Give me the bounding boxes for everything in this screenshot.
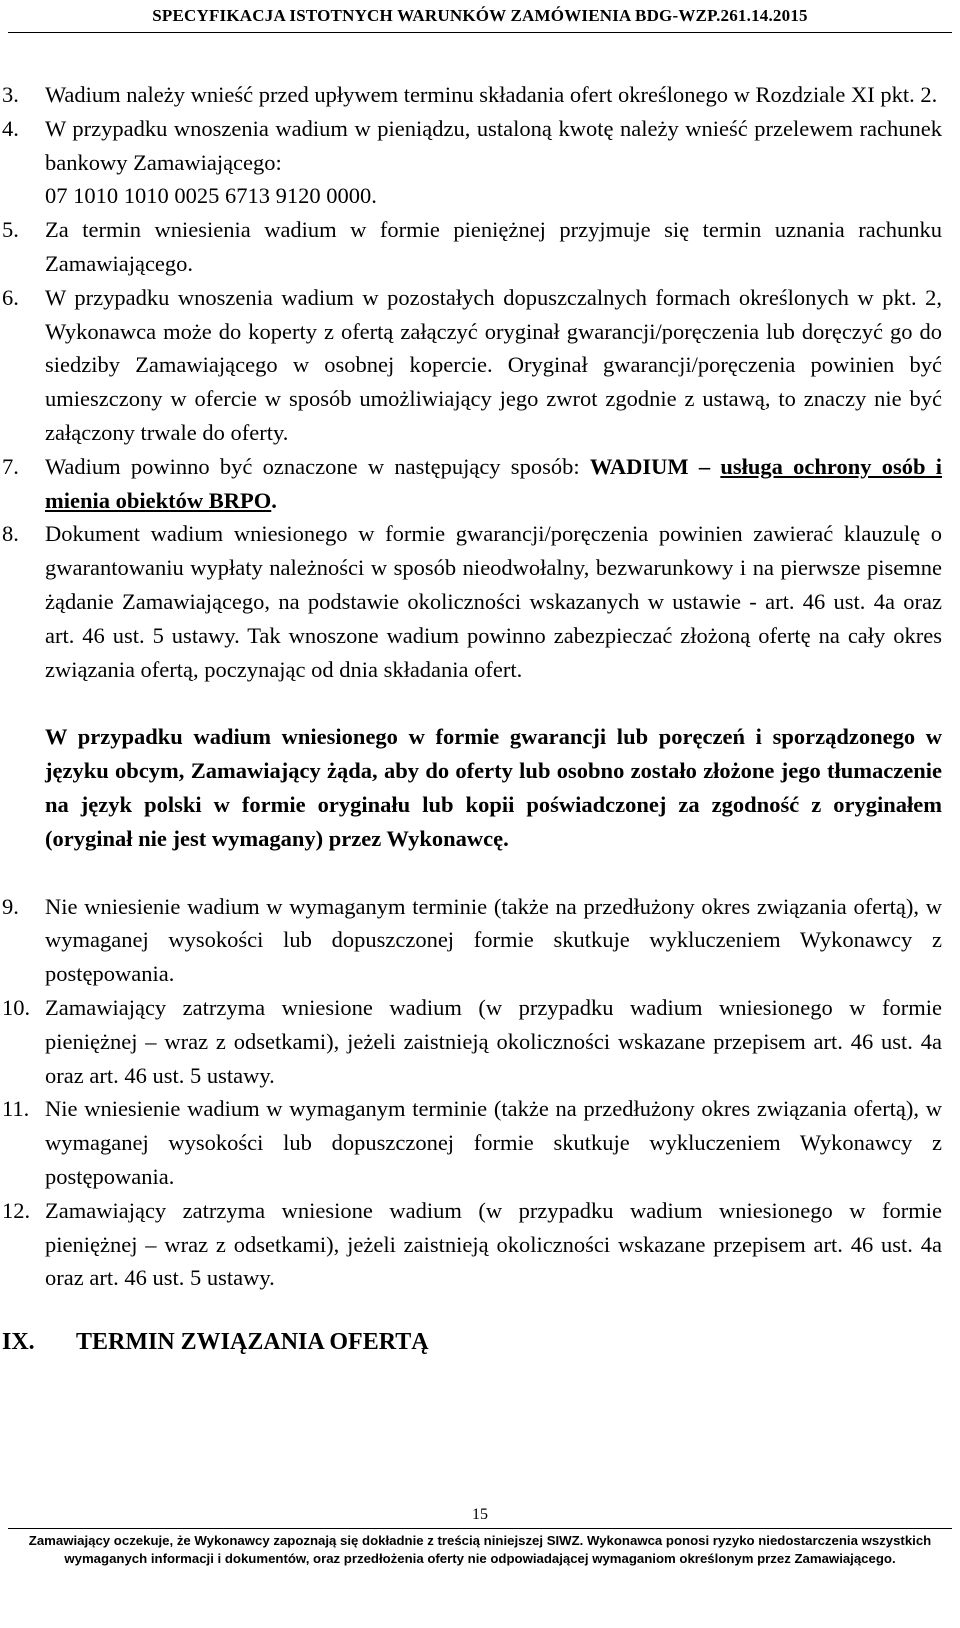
item-text: W przypadku wnoszenia wadium w pozostałych dopuszczalnych formach określonych w pkt. 2, Wykonawca może do koperty z ofertą załączyć oryginał gwarancji/poręczenia lub doręczyć go do siedziby Zamawiającego w osobnej kopercie. Oryginał gwarancji/poręczenia powinien być umieszczony w ofercie w sposób umożliwiający jego zwrot zgodnie z ustawą, to znaczy nie być załączony trwale do oferty. [45,284,942,445]
item-number: 3. [2,82,19,107]
item-text: Nie wniesienie wadium w wymaganym terminie (także na przedłużony okres związania ofertą), w wymaganej wysokości lub dopuszczonej formie skutkuje wykluczeniem Wykonawcy z postępowania. [45,893,942,987]
wadium-service-name: usługa ochrony osób i mienia obiektów BRPO [45,453,943,513]
item-number: 11. [2,1096,30,1122]
item-number: 4. [2,115,19,141]
item-number: 8. [2,521,19,547]
bank-account-number: 07 1010 1010 0025 6713 9120 0000. [45,183,377,209]
list-item-8 [0,517,960,686]
foreign-language-guarantee-notice: W przypadku wadium wniesionego w formie gwarancji lub poręczeń i sporządzonego w języku obcym, Zamawiający żąda, aby do oferty lub osobno zostało złożone jego tłumaczenie na język polski w formie oryginału lub kopii poświadczonej za zgodność z oryginałem (oryginał nie jest wymagany) przez Wykonawcę. [45,724,942,851]
footer-divider [8,1528,952,1529]
section-title: TERMIN ZWIĄZANIA OFERTĄ [76,1329,429,1356]
item-number: 7. [2,453,19,479]
list-item-11 [0,1092,960,1193]
item-end-period: . [271,487,277,513]
list-item-10 [0,991,960,1092]
item-text: Zamawiający zatrzyma wniesione wadium (w przypadku wadium wniesionego w formie pieniężnej – wraz z odsetkami), jeżeli zaistnieją okoliczności wskazane przepisem art. 46 ust. 4a oraz art. 46 ust. 5 ustawy. [45,994,942,1088]
item-text: Za termin wniesienia wadium w formie pieniężnej przyjmuje się termin uznania rachunku Zamawiającego. [45,217,942,276]
item-text: Nie wniesienie wadium w wymaganym terminie (także na przedłużony okres związania ofertą), w wymaganej wysokości lub dopuszczonej formie skutkuje wykluczeniem Wykonawcy z postępowania. [45,1096,942,1189]
list-item-3 [0,78,960,112]
page-number: 15 [472,1506,488,1523]
item-text: Wadium należy wnieść przed upływem terminu składania ofert określonego w Rozdziale XI pkt. 2. [45,82,938,107]
list-item-9 [0,890,960,991]
item-number: 9. [2,893,19,919]
document-body [0,78,960,1359]
section-number: IX. [2,1329,35,1356]
item-number: 6. [2,284,19,310]
section-heading [0,1325,960,1359]
header-divider [8,32,952,33]
item-text: W przypadku wnoszenia wadium w pieniądzu, ustaloną kwotę należy wnieść przelewem rachunek bankowy Zamawiającego: [45,115,942,175]
footer-line-1: Zamawiający oczekuje, że Wykonawcy zapoznają się dokładnie z treścią niniejszej SIWZ. Wykonawca ponosi ryzyko niedostarczenia wszystkich [28,1533,932,1548]
item-text: Zamawiający zatrzyma wniesione wadium (w przypadku wadium wniesionego w formie pieniężnej – wraz z odsetkami), jeżeli zaistnieją okoliczności wskazane przepisem art. 46 ust. 4a oraz art. 46 ust. 5 ustawy. [45,1197,942,1291]
list-item-7 [0,450,960,518]
page-header: SPECYFIKACJA ISTOTNYCH WARUNKÓW ZAMÓWIENIA BDG-WZP.261.14.2015 [152,6,808,25]
item-number: 10. [2,994,31,1020]
list-item-5 [0,213,960,281]
item-number: 12. [2,1197,31,1223]
list-item-4 [0,112,960,213]
footer-line-2: wymaganych informacji i dokumentów, oraz przedłożenia oferty nie odpowiadającej wymaganiom określonym przez Zamawiającego. [64,1551,896,1566]
item-number: 5. [2,217,19,243]
item-text: Dokument wadium wniesionego w formie gwarancji/poręczenia powinien zawierać klauzulę o gwarantowaniu wypłaty należności w sposób nieodwołalny, bezwarunkowy i na pierwsze pisemne żądanie Zamawiającego, na podstawie okoliczności wskazanych w ustawie - art. 46 ust. 4a oraz art. 46 ust. 5 ustawy. Tak wnoszone wadium powinno zabezpieczać złożoną ofertę na cały okres związania ofertą, poczynając od dnia składania ofert. [45,521,942,682]
list-item-12 [0,1194,960,1295]
page-footer [0,1532,960,1568]
wadium-label: WADIUM – [589,453,711,479]
item-text: Wadium powinno być oznaczone w następujący sposób: [45,453,580,479]
list-item-6 [0,281,960,450]
